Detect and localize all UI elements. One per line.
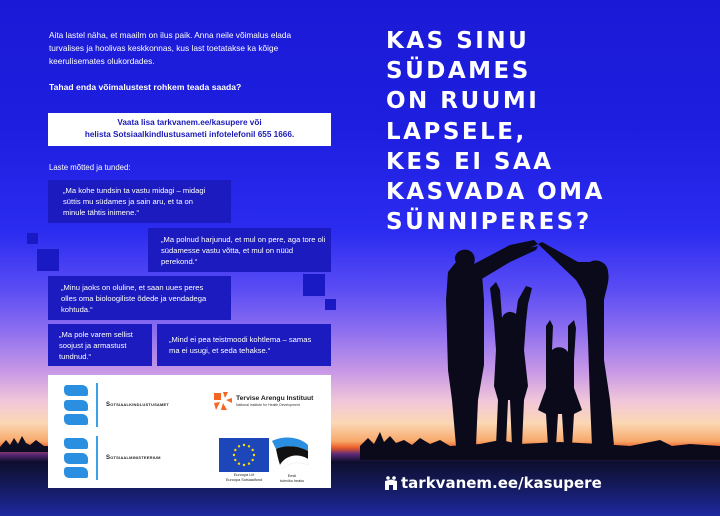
- decorative-square: [37, 249, 59, 271]
- family-house-icon: [384, 476, 398, 490]
- quote-text: „Ma polnud harjunud, et mul on pere, aga tore oli südamesse vastu võtta, et mul on nüüd perekond.“: [161, 234, 326, 266]
- estonia-flag-icon: [270, 435, 310, 471]
- headline-line: ON RUUMI: [386, 88, 540, 115]
- tai-name: Tervise Arengu Instituut: [236, 395, 314, 402]
- coat-of-arms-icon: [64, 438, 88, 478]
- quote-text: „Mind ei pea teistmoodi kohtlema – samas ma ei usugi, et seda tehakse.“: [169, 335, 312, 355]
- quote-box: [48, 324, 152, 366]
- thoughts-label: Laste mõtted ja tunded:: [49, 163, 131, 172]
- contact-box: [48, 113, 331, 146]
- quote-text: „Ma pole varem sellist soojust ja armastust tundnud.“: [59, 329, 133, 361]
- tai-subtitle: National Institute for Health Development: [236, 403, 300, 407]
- org-name: Sotsiaalkindlustusamet: [106, 402, 170, 408]
- estonia-label: Eesti tuleviku heaks: [279, 474, 305, 483]
- tai-mark-icon: [214, 392, 232, 410]
- right-page: [360, 0, 720, 516]
- quote-text: „Minu jaoks on oluline, et saan uues peres olles oma bioloogiliste õdede ja vendadega kohtuda.“: [61, 282, 207, 314]
- question-heading: Tahad enda võimalustest rohkem teada saada?: [49, 82, 242, 92]
- quote-text: „Ma kohe tundsin ta vastu midagi – midagi süttis mu südames ja sain aru, et ta on minule tähtis inimene.“: [63, 186, 206, 217]
- headline-line: KASVADA OMA: [386, 179, 605, 206]
- contact-line-2: helista Sotsiaalkindlustusameti infotelefonil 655 1666.: [84, 130, 295, 139]
- intro-text: Aita lastel näha, et maailm on ilus paik. Anna neile võimalus elada turvalises ja hoolivas keskkonnas, kus last toetatakse ka kõige keerulisemates olukordades.: [49, 30, 292, 66]
- headline-line: SÜNNIPERES?: [386, 209, 592, 236]
- eu-label: Euroopa Liit Euroopa Sotsiaalfond: [225, 473, 263, 482]
- headline-line: KAS SINU: [386, 28, 530, 54]
- headline: [386, 26, 605, 237]
- quote-box: [148, 228, 331, 272]
- sotsiaalministeerium-logo: [64, 436, 161, 480]
- contact-line-1: Vaata lisa tarkvanem.ee/kasupere või: [117, 118, 262, 127]
- headline-line: SÜDAMES: [386, 58, 531, 85]
- coat-of-arms-icon: [64, 385, 88, 425]
- decorative-square: [27, 233, 38, 244]
- headline-line: LAPSELE,: [386, 118, 527, 145]
- logo-divider: [96, 436, 98, 480]
- quote-box: [157, 324, 331, 366]
- quote-box: [48, 276, 231, 320]
- logo-panel: [48, 375, 331, 488]
- decorative-square: [325, 299, 336, 310]
- website-url[interactable]: tarkvanem.ee/kasupere: [401, 474, 602, 492]
- sotsiaalkindlustusamet-logo: [64, 383, 169, 427]
- headline-line: KES EI SAA: [386, 148, 554, 175]
- decorative-square: [303, 274, 325, 296]
- website-link[interactable]: [384, 474, 602, 492]
- quote-box: [48, 180, 231, 223]
- tai-logo: [214, 392, 313, 410]
- logo-divider: [96, 383, 98, 427]
- eu-flag-icon: [219, 438, 269, 472]
- org-name: Sotsiaalministeerium: [106, 455, 161, 461]
